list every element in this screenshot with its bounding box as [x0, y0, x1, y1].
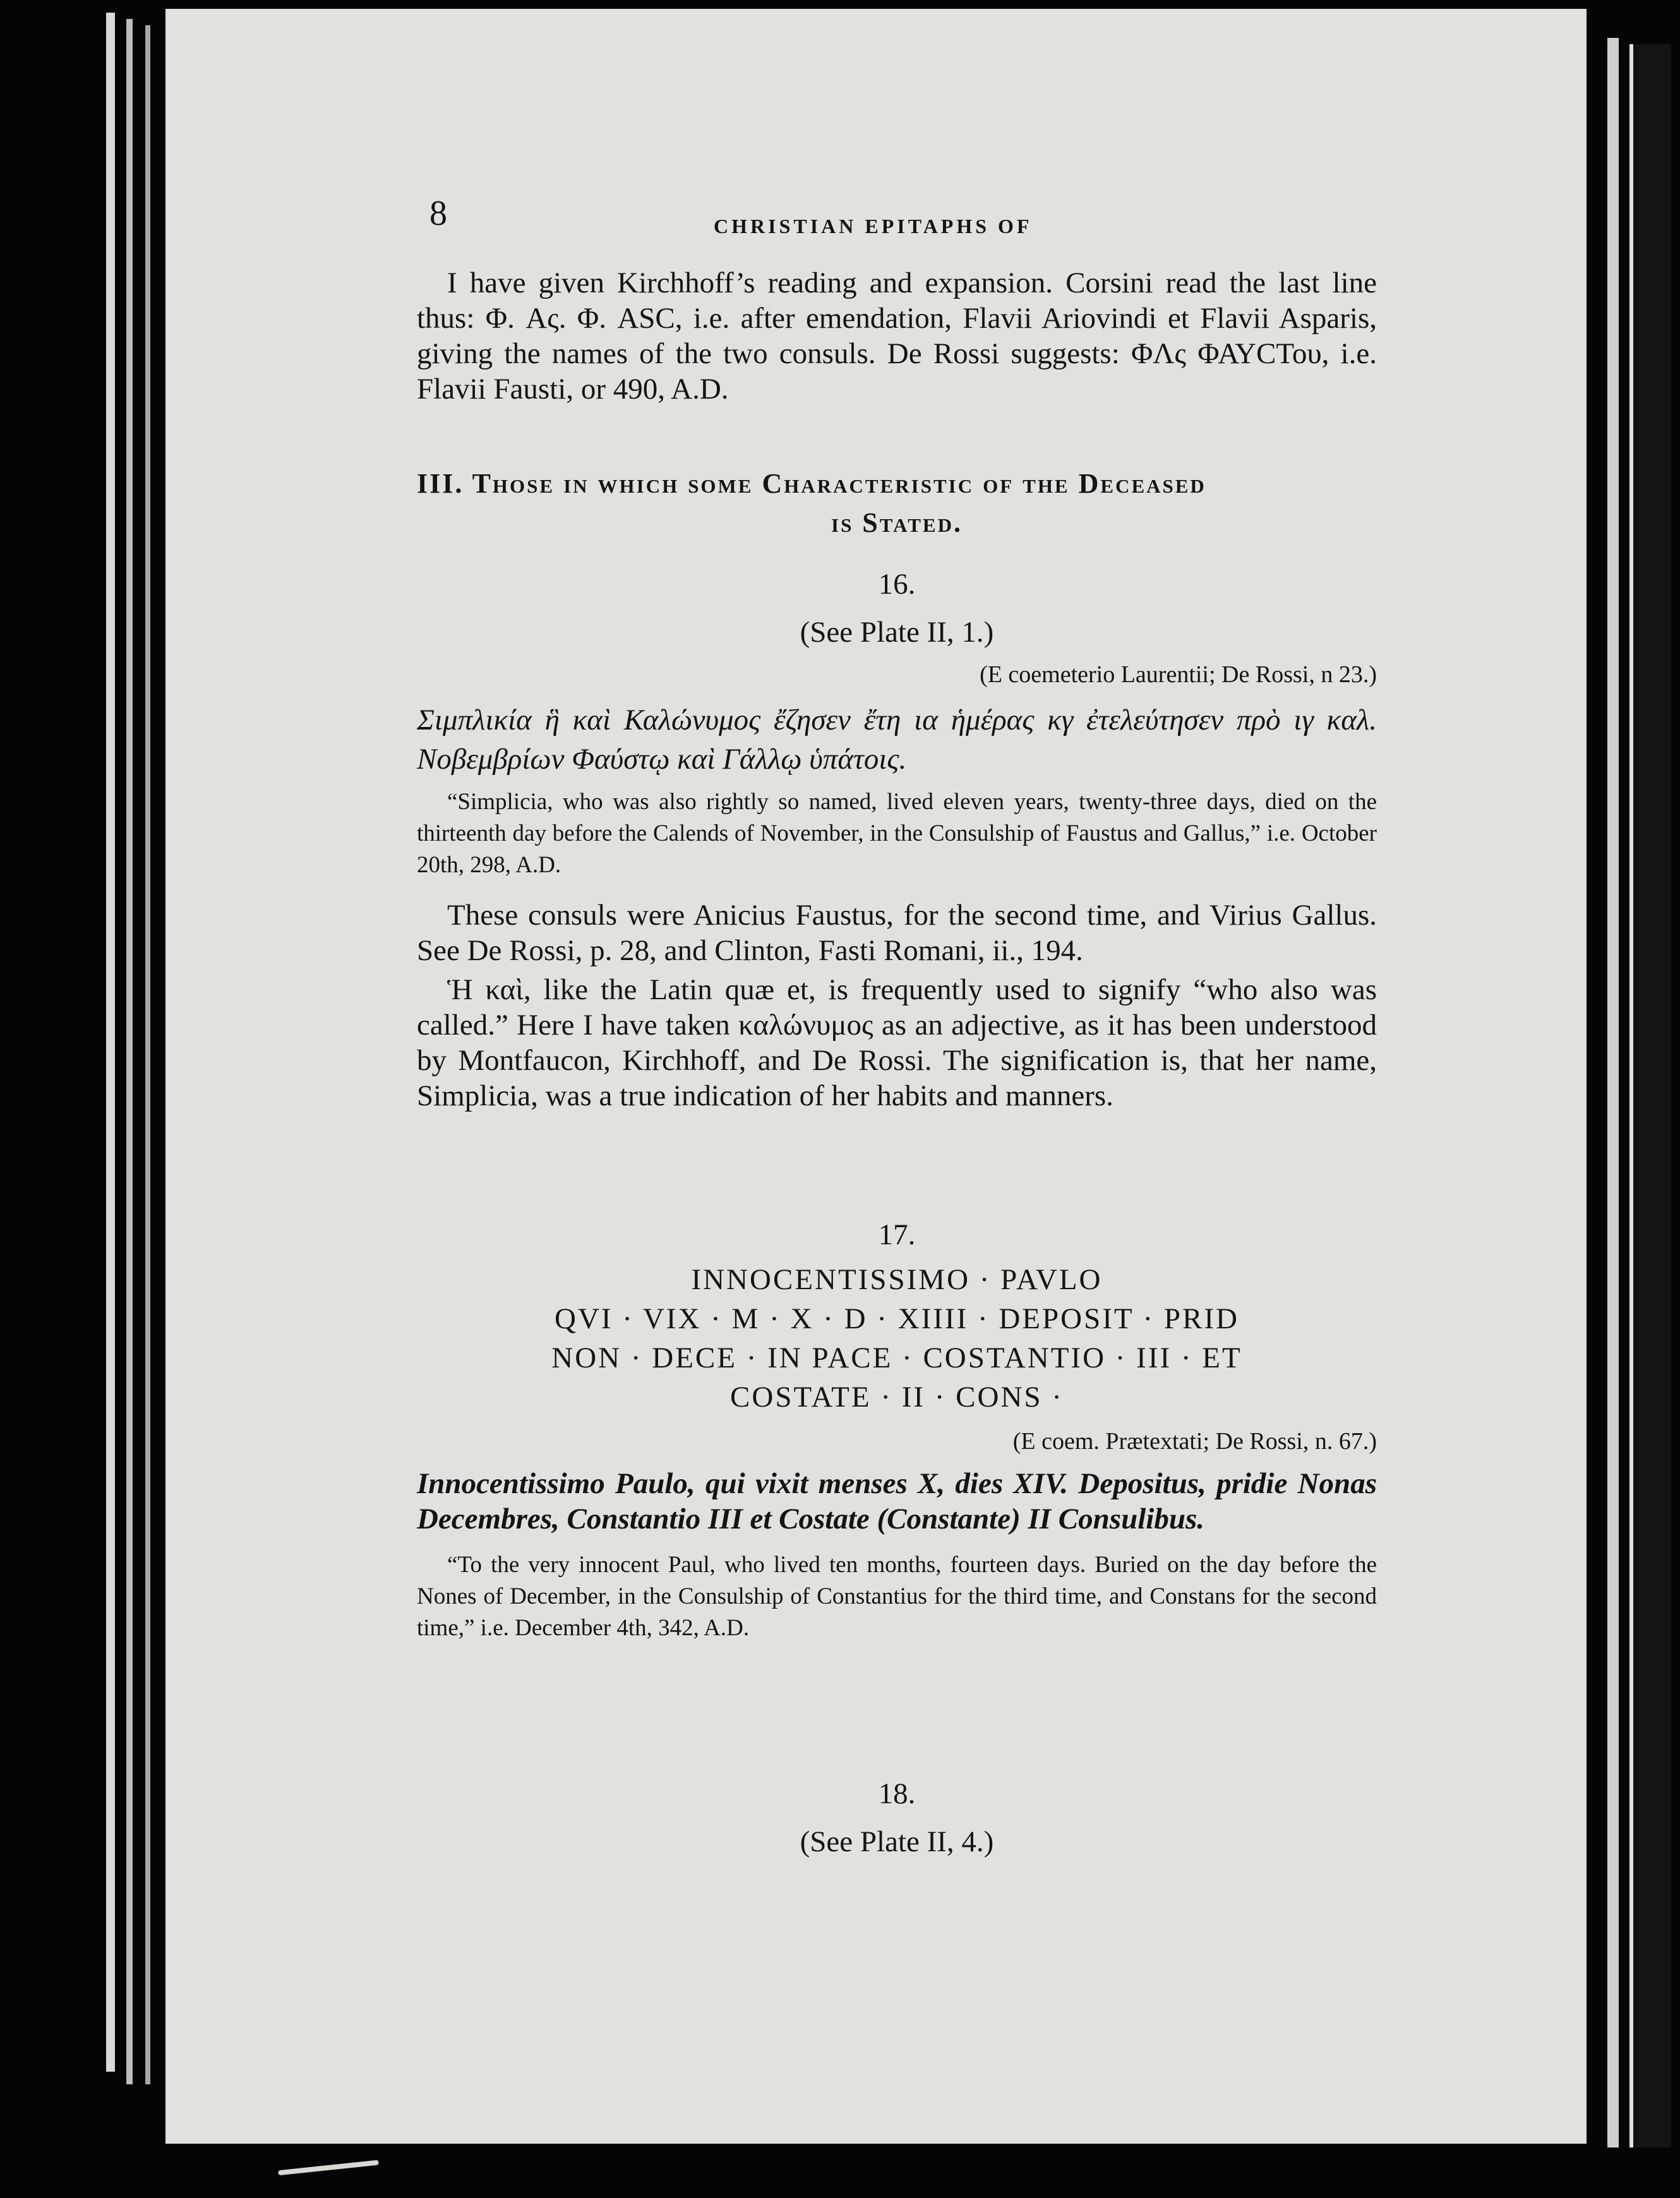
translation: “Simplicia, who was also rightly so named, lived eleven years, twenty-three days, died on the thirteenth day before the Calends of November, in the Consulship of Faustus and Gallus,” i.e. October 20th, 298, A.D. — [417, 789, 1377, 878]
inscription-line: INNOCENTISSIMO · PAVLO — [691, 1263, 1103, 1296]
paragraph-corsini — [417, 265, 1377, 407]
page-edge — [106, 13, 115, 2072]
epitaph-number: 16. — [878, 568, 916, 601]
source-citation: (E coemeterio Laurentii; De Rossi, n 23.) — [980, 661, 1377, 688]
epitaph-17 — [417, 1216, 1377, 1644]
epitaph-number: 17. — [878, 1218, 916, 1251]
inscription-line: COSTATE · II · CONS · — [730, 1381, 1064, 1414]
latin-expansion: Innocentissimo Paulo, qui vixit menses X, dies XIV. Depositus, pridie Nonas Decembres, Constantio III et Costate (Constante) II Consulibus. — [417, 1467, 1377, 1535]
commentary-paragraph: These consuls were Anicius Faustus, for the second time, and Virius Gallus. See De Rossi, p. 28, and Clinton, Fasti Romani, ii., 194. — [417, 899, 1377, 967]
commentary-paragraph: Ἡ καὶ, like the Latin quæ et, is frequently used to signify “who also was called.” Here I have taken καλώνυμος as an adjective, as it has been understood by Montfaucon, Kirchhoff, and De Rossi. The signification is, that her name, Simplicia, was a true indication of her habits and manners. — [417, 973, 1377, 1112]
plate-reference: (See Plate II, 4.) — [800, 1825, 994, 1858]
running-head: CHRISTIAN EPITAPHS OF — [714, 215, 1033, 237]
translation: “To the very innocent Paul, who lived ten months, fourteen days. Buried on the day before the Nones of December, in the Consulship of Constantius for the third time, and Constans for the second time,” i.e. December 4th, 342, A.D. — [417, 1552, 1377, 1641]
section-heading-line-2: is Stated. — [831, 507, 963, 538]
page-number: 8 — [429, 194, 447, 233]
page-edge — [1629, 44, 1671, 2147]
source-citation: (E coem. Prætextati; De Rossi, n. 67.) — [1012, 1428, 1377, 1455]
section-heading — [417, 464, 1377, 543]
plate-reference: (See Plate II, 1.) — [800, 616, 994, 649]
greek-inscription: Σιμπλικία ἣ καὶ Καλώνυμος ἔζησεν ἔτη ια ἡμέρας κγ ἐτελεύτησεν πρὸ ιγ καλ. Νοβεμβρίων Φαύστῳ καὶ Γάλλῳ ὑπάτοις. — [417, 704, 1377, 776]
page-header — [429, 189, 1377, 240]
epitaph-18 — [417, 1775, 1377, 1861]
section-heading-line-1: III. Those in which some Characteristic of the Deceased — [417, 468, 1206, 499]
inscription-line: NON · DECE · IN PACE · COSTANTIO · III · ET — [551, 1342, 1242, 1374]
inscription-line: QVI · VIX · M · X · D · XIIII · DEPOSIT · PRID — [555, 1302, 1239, 1335]
page-edge — [1607, 38, 1619, 2147]
epitaph-number: 18. — [878, 1777, 916, 1810]
epitaph-16 — [417, 565, 1377, 1114]
page-edge — [145, 25, 150, 2084]
paragraph-text: I have given Kirchhoff’s reading and expansion. Corsini read the last line thus: Φ. Aς. Φ. ASC, i.e. after emendation, Flavii Ariovindi et Flavii Asparis, giving the names of the two consuls. De Rossi suggests: ΦΛς ΦΑΥCΤου, i.e. Flavii Fausti, or 490, A.D. — [417, 267, 1377, 405]
page-edge — [126, 19, 133, 2084]
scan-mark — [278, 2160, 379, 2176]
